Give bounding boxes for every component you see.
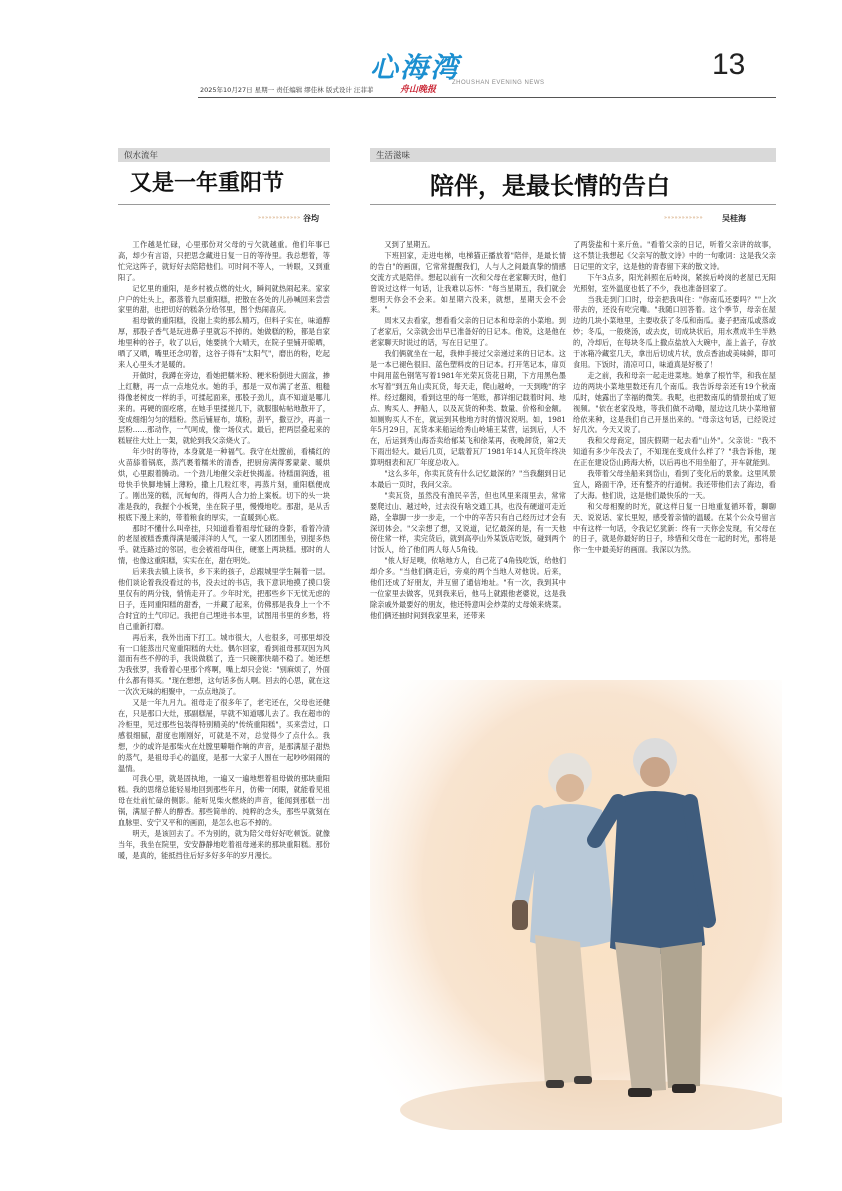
paragraph: 开做时，我蹲在旁边，看她把糯米粉、粳米粉倒进大面盆，掺上红糖，再一点一点地兑水。她的手，那是一双布满了老茧、粗糙得像老树皮一样的手，可揉起面来，那股子劲儿，真不知道是哪儿来的。再硬的面疙瘩，在她手里揉搓几下，就服服帖帖地散开了，变成细细匀匀的糕粉。然后铺屉布，填粉，刮平，撒豆沙，再盖一层粉……那动作，一气呵成，像一场仪式。最后，把两层叠起来的糕屉往大灶上一架，就轮到我父亲烧火了。 <box>118 370 330 446</box>
brand-logo: 舟山晚报 <box>400 85 437 95</box>
masthead-rule <box>198 97 776 98</box>
byline-dots-left: »»»»»»»»»»»» <box>258 215 301 221</box>
byline-right: 吴桂海 <box>722 214 746 223</box>
paragraph: 又是一年九月九。祖母走了很多年了，老宅还在，父母也还健在，只是那口大灶，那副糕屉，早就不知道哪儿去了。我在超市的冷柜里，见过那些包装得特别精美的"传统重阳糕"，买来尝过，口感很细腻，甜度也刚刚好，可就是不对，总觉得少了点什么。我想，少的或许是那柴火在灶膛里噼啪作响的声音，是那满屋子甜热的蒸气，是祖母手心的温度，是那一大家子人围在一起吵吵闹闹的温情。 <box>118 698 330 773</box>
article-body-left <box>118 240 330 1080</box>
paragraph: 周末又去看家，想看看父亲的日记本和母亲的小菜地。到了老家后，父亲就会出早已准备好的日记本。他说，这是他在老家聊天时说过的话，写在日记里了。 <box>370 316 566 348</box>
rule-left <box>118 204 330 205</box>
article-body-right-col2 <box>573 240 776 940</box>
paragraph: 下午3点多，阳光斜照在后岭岗，紧挨后岭岗的老屋已无阳光照射，室外温度也低了不少，我也准备回家了。 <box>573 272 776 293</box>
paragraph: 又到了星期五。 <box>384 240 435 249</box>
paragraph: 走之前，我和母亲一起走进菜地。她拿了根竹竿，和我在屋边的两块小菜地里数还有几个南瓜。我告诉母亲还有19个秋南瓜时，她露出了幸福的微笑。我呢，也把数南瓜的情景拍成了短视频。"依在老家没地，等我们做不动嘞，屋边这几块小菜地留给依来种，这是我们自己开垦出来的。"母亲这句话，已经说过好几次。今天又说了。 <box>573 370 776 435</box>
section-tab-right: 生活滋味 <box>370 148 776 162</box>
page-number: 13 <box>712 48 746 81</box>
paragraph: 可我心里，就是固执地，一遍又一遍地想着祖母做的那块重阳糕。我的思绪总能轻易地回到那些年月，仿佛一闭眼，就能看见祖母在灶前忙碌的侧影。能听见柴火燃烧的声音，能闻到那糕一出锅，满屋子醉人的醇香。那些简单的、纯粹的念头，那些早就刻在血脉里、安宁又平和的画面，是怎么也忘不掉的。 <box>118 774 330 828</box>
paragraph: 那时不懂什么叫牵挂，只知道看着祖母忙碌的身影，看着冷清的老屋被糕香熏得满是暖洋洋的人气，一家人团团围坐，别提多热乎。就连路过的邻居，也会被祖母叫住，硬塞上两块糕。那时的人情，也像这重阳糕，实实在在，甜在明处。 <box>118 523 330 566</box>
paragraph: 我和父母商定，国庆假期一起去看"山外"。父亲说："我不知道有多少年没去了，不知现在变成什么样了？"我告诉他，现在正在建设岱山跨海大桥，以后再也不用坐船了，开车就能到。 <box>573 436 776 468</box>
paragraph: "卖瓦货，虽然没有渔民辛苦，但也风里来雨里去，常常要爬过山、越过岭，过去没有啥交通工具，也没有硬道可走近路，全靠脚一步一步走，一个中的辛苦只有自己经历过才会有深切体会。"父亲想了想，又说道，记忆最深的是，有一天他傍住常一样，卖完货后，就到高亭山外某饭店吃饭，碰到两个讨饭人，给了他们两人每人5角钱。 <box>370 490 566 555</box>
byline-left: 谷均 <box>303 214 319 223</box>
paragraph: 我带着父母坐船来到岱山，看到了变化后的景象。这里风景宜人，路面干净，还有整齐的行道树。我还带他们去了海边，看了大海。他们说，这是他们最快乐的一天。 <box>573 469 776 500</box>
paragraph: 工作越是忙碌，心里那份对父母的亏欠就越重。他们年事已高，却少有言语，只把思念藏进日复一日的等待里。我总想着，等忙完这阵子，就好好去陪陪他们。可时间不等人，一转眼，又到重阳了。 <box>118 240 330 282</box>
article-body-right-col1 <box>370 240 566 1110</box>
paragraph: 了两袋盐和十来斤鱼。"看着父亲的日记，听着父亲讲的故事，这不禁让我想起《父亲写的散文诗》中的一句歌词：这是我父亲日记里的文字，这是他的青春留下来的散文诗。 <box>573 240 776 271</box>
masthead-title: 心海湾 <box>370 51 461 84</box>
byline-dots-right: »»»»»»»»»»» <box>664 215 704 221</box>
rule-right <box>370 204 776 205</box>
paragraph: 明天，是该回去了。不为别的，就为陪父母好好吃顿饭。就像当年，我坐在院里，安安静静地吃着祖母递来的那块重阳糕。那份暖，是真的，能抵挡住后好多好多年的岁月漫长。 <box>118 828 330 860</box>
headline-left: 又是一年重阳节 <box>130 171 285 196</box>
paragraph: 和父母相聚的时光，就这样日复一日地重复循环着，聊聊天、说说话、家长里短，感受着亲情的温暖。在某个公众号留言中有这样一句话，令我记忆犹新：终有一天你会发现，有父母在的日子，就是你最好的日子，珍惜和父母在一起的时光，那将是你一生中最美好的画面。我深以为然。 <box>573 501 776 555</box>
paragraph: "侬人好足噢，依啥地方人，自己花了4角钱吃饭，给他们却介多。"当他们俩走后，旁桌的两个当地人对他说。后来，他们还成了好朋友，并互留了通信地址。"有一次，我到其中一位家里去做客，见到我来后，他马上就跟他老婆说，这是我除亲戚外最要好的朋友，他还特意叫会炒菜的丈母娘来烧菜。他们俩还抽时间到我家里来，还带来 <box>370 556 566 620</box>
paragraph: 下班回家，走进电梯，电梯猫正播放着"陪伴，是最长情的告白"的画面，它常常提醒我们，人与人之间最真挚的情感交流方式是陪伴。想起以前有一次和父母在老家聊天时，他们曾说过这样一句话，让我难以忘怀："每当星期五，我们就会想明天你会不会来。如星期六没来，就想，星期天会不会来。" <box>370 250 566 315</box>
paragraph: 当我走到门口时，母亲把我叫住："你南瓜还要吗？""上次带去的，还没有吃完嘞。"我随口回答着。这个季节，母亲在屋边的几块小菜地里，主要收获了冬瓜和南瓜。妻子把南瓜或蒸或炒；冬瓜，一般烧汤，或去皮，切成块状后，用水煮成半生半熟的，冷却后，在每块冬瓜上撒点盐放入大碗中，盖上盖子，存放于冰箱冷藏室几天，拿出后切成片状，放点香油或美味鲜，即可食用。下饭时，清凉可口，味道真是好极了！ <box>573 294 776 369</box>
paragraph: 我们俩就坐在一起，我伸手接过父亲递过来的日记本。这是一本已褪色很旧、蓝色塑料皮的日记本。打开笔记本，扉页中间用蓝色钢笔写着1981年光荣瓦货花日期，下方用黑色墨水写着"到五角山卖瓦货，每天走，爬山越岭，一天到晚"的字样。经过翻阅，看到这里的每一笔账，都详细记载着时间、地点、购买人、押船人，以及瓦货的种类、数量、价格和金额。如厕购买人不在，就运到其他地方时的情况说明。如，1981年5月29日，瓦货本来船运给秀山岭埔王某营，运到后，人不在，后运到秀山海岙卖给郁某飞和徐某再，夜晚卸货，第2天下雨出轻大。最后几页，记载着瓦厂1981年14人瓦货年终决算明细表和瓦厂年度总收入。 <box>370 349 566 468</box>
section-tab-left: 似水流年 <box>118 148 330 162</box>
headline-right: 陪伴，是最长情的告白 <box>430 172 670 200</box>
issue-line: 2025年10月27日 星期一 责任编辑 缪佳林 版式设计 汪菲菲 <box>200 86 374 94</box>
paragraph: 再后来，我外出南下打工。城市很大，人也很多，可那里却没有一口能蒸出尺宽重阳糕的大灶。偶尔回家，看到祖母那双因为风湿而有些不停的手，我说做糕了，连一只碗都快端不稳了。她还想为我张罗，我看着心里那个疼啊，嘴上却只会说："别麻烦了，外面什么都有得买。"现在想想，这句话多伤人啊。回去的心思，就在这一次次无味的相聚中，一点点地淡了。 <box>118 632 330 697</box>
paragraph: 年少时的等待，本身就是一种福气。我守在灶膛前，看橘红的火苗舔着锅底，蒸汽裹着糯米的清香，把厨房满得雾蒙蒙、暖烘烘，心里跟着腾动。一个劲儿地催父亲赶快揭盖。待糕面润透，祖母快手快脚地铺上薄粉，撒上几粒红枣，再蒸片刻，重阳糕便成了。刚出笼的糕，沉甸甸的，得两人合力抬上案板。切下的头一块准是我的，我握个小板凳，坐在院子里，慢慢地吃。那甜，是从舌根底下漫上来的，带着粮食的厚实，一直暖到心底。 <box>118 447 330 522</box>
masthead-subtitle: ZHOUSHAN EVENING NEWS <box>452 80 545 86</box>
paragraph: 祖母做的重阳糕，没谢上卖的那么精巧，但料子实在，味道醇厚，那股子香气是玩进鼻子里就忘不掉的。她做糕的粉，都是自家地里种的谷子，收了以后，她要挑个大晴天，在院子里铺开晾晒，晒了又晒，嘴里还念叨着，这谷子得有"太阳气"，磨出的粉，吃起来人心里头才是暖的。 <box>118 316 330 369</box>
paragraph: 记忆里的重阳，是乡村被点燃的灶火，瞬间就热闹起来。家家户户的灶头上，都蒸着九层重阳糕，把散在各处的儿孙喊回来尝尝家里的甜，也把切好的糕条分给邻里，图个热闹喜庆。 <box>118 283 330 315</box>
paragraph: "这么多年，你卖瓦货有什么记忆最深的？"当我翻到日记本最后一页时，我问父亲。 <box>370 469 566 489</box>
paragraph: 后来我去镇上读书，乡下来的孩子，总跟城里学生隔着一层。他们谈论着我没看过的书，没去过的书店，我下意识地摸了摸口袋里仅有的两分钱，悄悄走开了。少年时光，把那些乡下无忧无虑的日子，连同重阳糕的甜香，一并藏了起来，仿佛那是我身上一个不合时宜的土气印记。我把自己埋进书本里，试图用书里的乡愁，将自己重新打磨。 <box>118 567 330 631</box>
